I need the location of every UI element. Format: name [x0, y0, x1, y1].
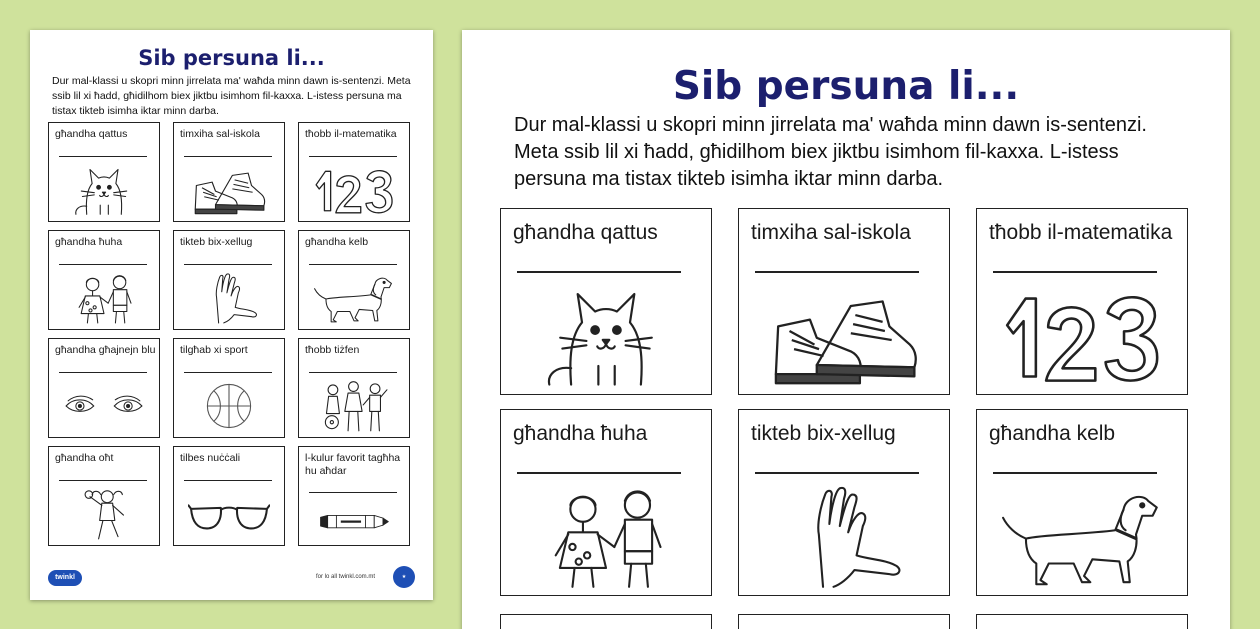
- cell-boots: [738, 208, 950, 395]
- thumb-cell-boots: [173, 122, 285, 222]
- cat-icon: [63, 163, 145, 217]
- hand-icon: [188, 271, 270, 325]
- cell-brother: [500, 409, 712, 596]
- name-line: [517, 472, 681, 474]
- thumb-cell-sport: [173, 338, 285, 438]
- name-line: [993, 271, 1157, 273]
- name-line: [184, 156, 272, 157]
- quality-badge-icon: ★: [393, 566, 415, 588]
- thumb-cell-label: tilbes nuċċali: [180, 452, 241, 464]
- thumb-cell-label: għandha oħt: [55, 452, 114, 464]
- thumb-cell-math: [298, 122, 410, 222]
- thumb-cell-cat: [48, 122, 160, 222]
- cell-dog: [976, 409, 1188, 596]
- thumb-cell-label: għandha għajnejn blu: [55, 344, 156, 356]
- thumb-cell-label: għandha qattus: [55, 128, 128, 140]
- thumb-cell-label: timxiha sal-iskola: [180, 128, 260, 140]
- thumb-cell-label: tħobb tiżfen: [305, 344, 360, 356]
- worksheet-thumbnail: [30, 30, 433, 600]
- numbers-icon: [313, 163, 395, 217]
- worksheet-zoomed: [462, 30, 1230, 629]
- name-line: [993, 472, 1157, 474]
- cat-icon: [525, 281, 687, 390]
- eyes-icon: [63, 379, 145, 433]
- cell-label: għandha kelb: [989, 422, 1116, 445]
- thumbnail-title: Sib persuna li...: [138, 46, 325, 70]
- name-line: [59, 372, 147, 373]
- cell-dance: [976, 614, 1188, 629]
- thumb-cell-glasses: [173, 446, 285, 546]
- cell-math: [976, 208, 1188, 395]
- thumb-cell-label: l-kulur favorit tagħha hu aħdar: [305, 452, 401, 477]
- name-line: [184, 264, 272, 265]
- dancers-icon: [313, 379, 395, 433]
- thumbnail-footer: [48, 566, 415, 588]
- boots-icon: [188, 163, 270, 217]
- name-line: [59, 480, 147, 481]
- twinkl-logo: twinkl: [48, 570, 82, 586]
- boots-icon: [763, 281, 925, 390]
- thumb-cell-left-hand: [173, 230, 285, 330]
- thumb-cell-brother: [48, 230, 160, 330]
- cell-label: timxiha sal-iskola: [751, 221, 911, 244]
- cell-sport: [738, 614, 950, 629]
- thumb-cell-label: għandha kelb: [305, 236, 369, 248]
- name-line: [309, 492, 397, 493]
- cell-label: tħobb il-matematika: [989, 221, 1173, 244]
- thumbnail-grid: [48, 122, 410, 572]
- cell-cat: [500, 208, 712, 395]
- siblings-icon: [63, 271, 145, 325]
- cell-blue-eyes: [500, 614, 712, 629]
- thumb-cell-dance: [298, 338, 410, 438]
- name-line: [59, 264, 147, 265]
- thumbnail-instructions: Dur mal-klassi u skopri minn jirrelata ma' waħda minn dawn is-sentenzi. Meta ssib lil xi ħadd, għidilhom biex jiktbu isimhom fil-kaxxa. L-istess persuna ma tistax tikteb isimha iktar minn darba.: [52, 75, 411, 117]
- dog-icon: [313, 271, 395, 325]
- thumb-cell-label: tħobb il-matematika: [305, 128, 397, 140]
- thumb-cell-dog: [298, 230, 410, 330]
- name-line: [309, 264, 397, 265]
- dog-icon: [1001, 482, 1163, 591]
- worksheet-instructions: Dur mal-klassi u skopri minn jirrelata ma' waħda minn dawn is-sentenzi. Meta ssib lil xi ħadd, għidilhom biex jiktbu isimhom fil-kaxxa. L-istess persuna ma tistax tikteb isimha iktar minn darba.: [514, 114, 1147, 190]
- name-line: [184, 372, 272, 373]
- name-line: [184, 480, 272, 481]
- cell-label: tikteb bix-xellug: [751, 422, 896, 445]
- thumb-cell-label: tikteb bix-xellug: [180, 236, 253, 248]
- thumb-cell-label: tilgħab xi sport: [180, 344, 248, 356]
- thumb-cell-blue-eyes: [48, 338, 160, 438]
- numbers-icon: [1001, 281, 1163, 390]
- thumb-cell-label: għandha ħuha: [55, 236, 123, 248]
- thumb-cell-sister: [48, 446, 160, 546]
- name-line: [755, 271, 919, 273]
- footer-url: for lo all twinkl.com.mt: [315, 574, 375, 580]
- name-line: [755, 472, 919, 474]
- name-line: [59, 156, 147, 157]
- hand-icon: [763, 482, 925, 591]
- name-line: [309, 156, 397, 157]
- cell-label: għandha qattus: [513, 221, 658, 244]
- ball-icon: [188, 379, 270, 433]
- sister-icon: [63, 487, 145, 541]
- glasses-icon: [188, 487, 270, 541]
- name-line: [517, 271, 681, 273]
- crayon-icon: [313, 497, 395, 541]
- thumb-cell-green: [298, 446, 410, 546]
- name-line: [309, 372, 397, 373]
- cell-left-hand: [738, 409, 950, 596]
- worksheet-title: Sib persuna li...: [672, 64, 1020, 109]
- cell-label: għandha ħuha: [513, 422, 648, 445]
- siblings-icon: [525, 482, 687, 591]
